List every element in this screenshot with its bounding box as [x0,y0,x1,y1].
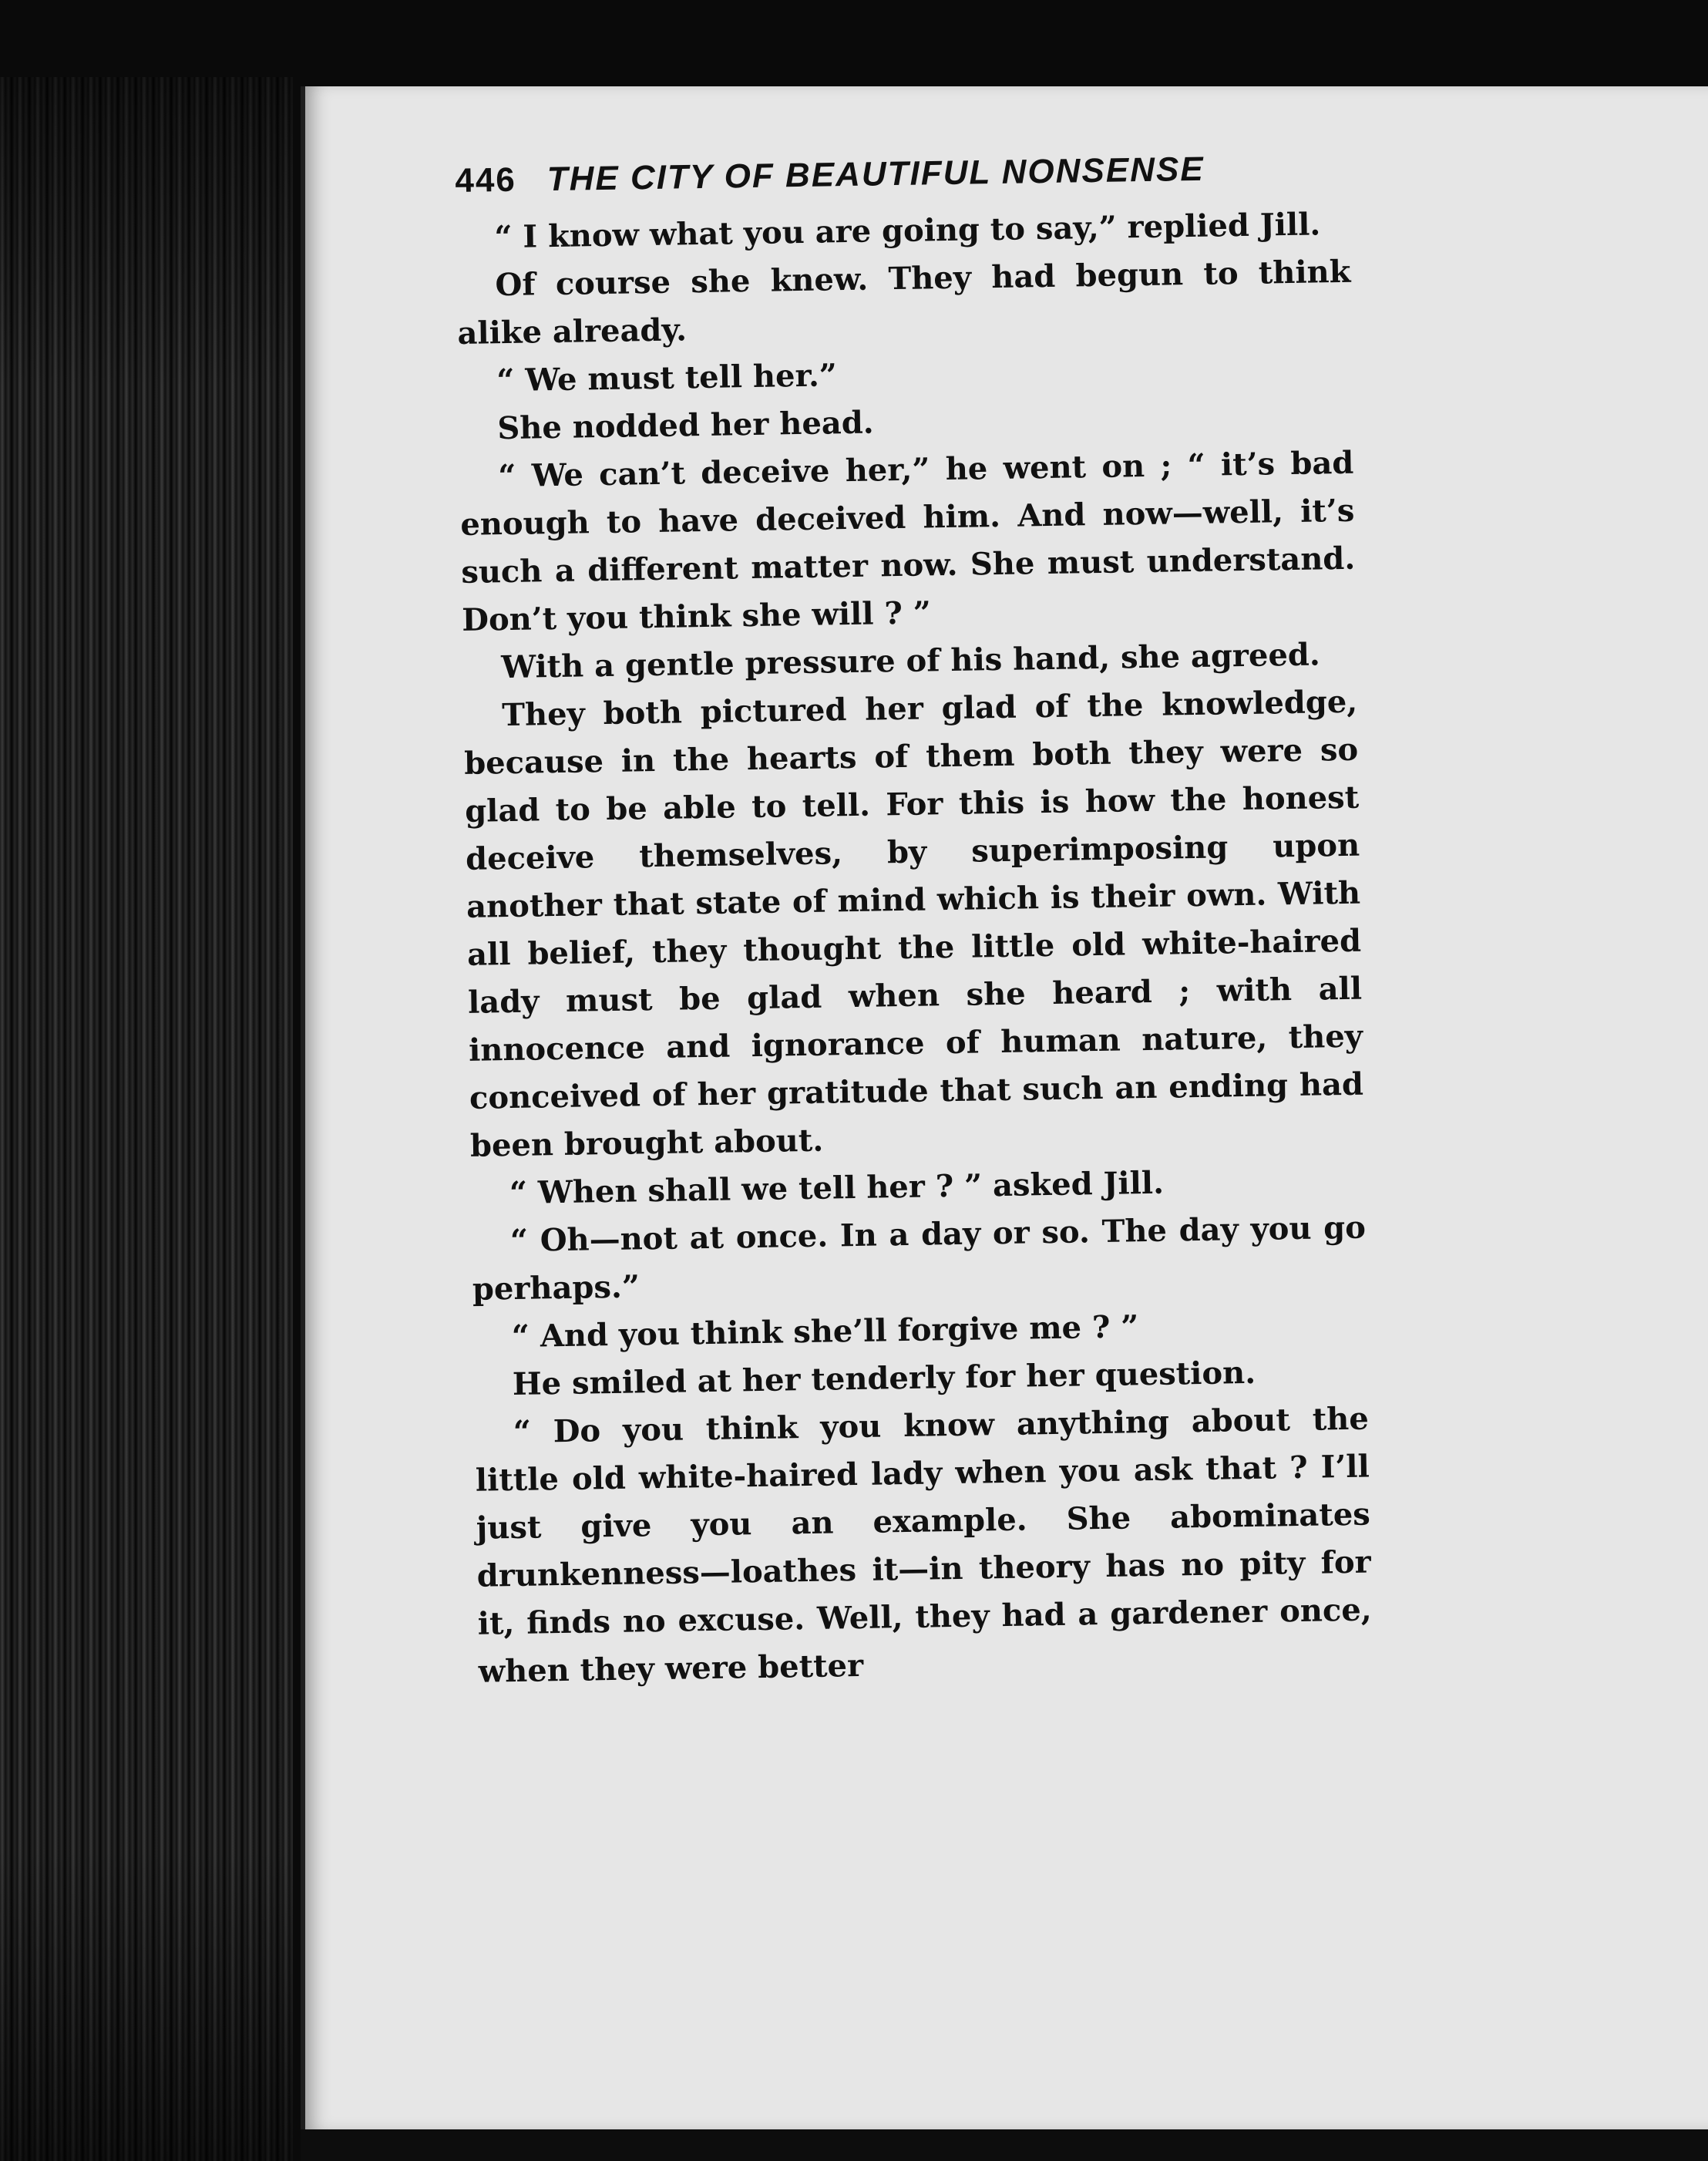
paragraph: “ Do you think you know anything about the little old white-haired lady when you ask that ? I’ll just give you an example. She abominates drunkenness—loathes it—in theory has no pity for it, finds no excuse. Well, they had a gardener once, when they were better [475,1400,1373,1690]
paragraph: “ Oh—not at once. In a day or so. The day you go perhaps.” [472,1209,1367,1308]
page-text-block [455,148,1373,1696]
paragraph: “ I know what you are going to say,” replied Jill. [494,206,1321,256]
running-title: THE CITY OF BEAUTIFUL NONSENSE [546,150,1205,199]
paragraph: He smiled at her tenderly for her question. [512,1354,1256,1403]
paragraph: With a gentle pressure of his hand, she agreed. [500,636,1321,686]
paragraph: She nodded her head. [497,404,875,447]
book-spine-edge [0,77,293,2161]
paragraph: Of course she knew. They had begun to think alike already. [457,253,1351,352]
paragraph: They both pictured her glad of the knowledge, because in the hearts of them both they were so glad to be able to tell. For this is how the honest deceive themselves, by superimposing upon another that state of mind which is their own. With all belief, they thought the little old white-haired lady must be glad when she heard ; with all innocence and ignorance of human nature, they conceived of her gratitude that such an ending had been brought about. [463,683,1364,1164]
paragraph: “ We can’t deceive her,” he went on ; “ it’s bad enough to have deceived him. And now—well, it’s such a different matter now. She must understand. Don’t you think she will ? ” [460,444,1356,638]
paragraph: “ And you think she’ll forgive me ? ” [511,1308,1139,1355]
page-number: 446 [455,160,517,200]
paragraph: “ When shall we tell her ? ” asked Jill. [509,1164,1165,1212]
paragraph: “ We must tell her.” [496,357,838,399]
bottom-shadow-edge [301,2129,1708,2161]
